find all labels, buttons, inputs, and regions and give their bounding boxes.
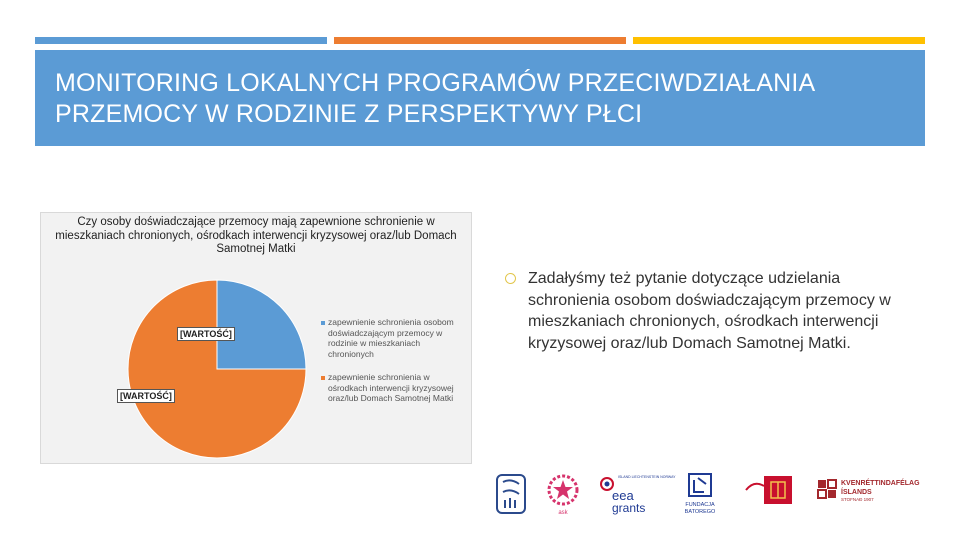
legend-label-1: zapewnienie schronienia osobom doświadczającym przemocy w rodzinie w mieszkaniach chronionych: [328, 317, 454, 359]
islands-line1: KVENRÉTTINDAFÉLAG: [841, 480, 920, 487]
title-band: [35, 50, 925, 146]
legend-item: [321, 317, 466, 359]
legend-label-2: zapewnienie schronienia w ośrodkach interwencji kryzysowej oraz/lub Domach Samotnej Matki: [328, 372, 454, 403]
svg-text:ask: ask: [558, 510, 568, 516]
bullet-text: Zadałyśmy też pytanie dotyczące udzielania schronienia osobom doświadczającym przemocy w mieszkaniach chronionych, ośrodkach interwencji kryzysowej oraz/lub Domach Samotnej Matki.: [528, 270, 891, 352]
islands-line3: STOFNAÐ 1907: [841, 497, 874, 502]
femina-logo-icon: [494, 470, 528, 518]
accent-bar-yellow: [633, 37, 925, 44]
batory-logo-icon: [680, 470, 720, 518]
eea-text: eea: [612, 488, 634, 503]
partner-logos: [490, 470, 930, 520]
accent-bar-orange: [334, 37, 626, 44]
data-label-slice-1: [WARTOŚĆ]: [177, 327, 235, 341]
islands-line2: ÍSLANDS: [841, 489, 872, 496]
data-label-slice-2: [WARTOŚĆ]: [117, 389, 175, 403]
batorego-line2: BATOREGO: [684, 509, 716, 515]
pie-chart: [40, 212, 472, 464]
circle-bullet-icon: [505, 273, 516, 284]
legend-swatch-1: [321, 321, 325, 325]
kvenrettindafelag-logo-icon: [816, 470, 926, 518]
accent-bar-blue: [35, 37, 327, 44]
chart-legend: [321, 317, 466, 417]
eea-grants-logo-icon: [598, 470, 676, 518]
legend-item: [321, 372, 466, 404]
grants-text: grants: [612, 501, 646, 515]
batorego-line1: FUNDACJA: [685, 502, 715, 508]
eea-top-text: ISLAND LIECHTENSTEIN NORWAY: [618, 475, 676, 479]
bullet-point: [505, 268, 905, 354]
pie-slice-1: [217, 280, 306, 369]
red-partner-logo-icon: [744, 470, 800, 518]
chart-title: Czy osoby doświadczające przemocy mają zapewnione schronienie w mieszkaniach chronionych, ośrodkach interwencji kryzysowej oraz/lub Domach Samotnej Matki: [55, 216, 457, 255]
legend-swatch-2: [321, 376, 325, 380]
slide-title: MONITORING LOKALNYCH PROGRAMÓW PRZECIWDZIAŁANIA PRZEMOCY W RODZINIE Z PERSPEKTYWY PŁCI: [55, 69, 816, 128]
star-ring-logo-icon: [544, 470, 582, 518]
